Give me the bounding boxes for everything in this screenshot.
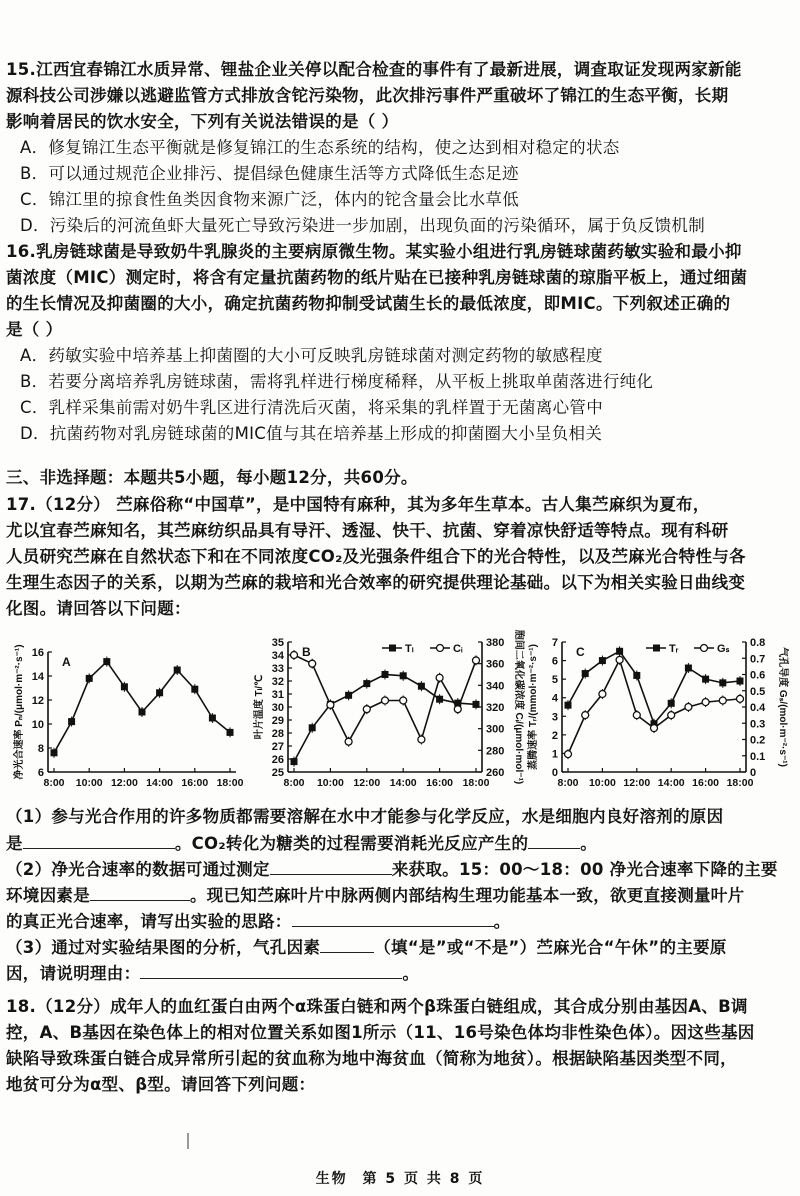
data-point-circle bbox=[582, 712, 589, 719]
y-tick-label-left: 6 bbox=[37, 767, 44, 779]
y-tick-label-left: 34 bbox=[271, 650, 284, 662]
y-tick-label-left: 1 bbox=[551, 748, 558, 761]
data-point-square bbox=[139, 709, 146, 716]
y-tick-label-right: 260 bbox=[486, 767, 505, 779]
q17-part2-line-1 bbox=[6, 858, 788, 881]
data-point-square bbox=[191, 686, 198, 693]
y-tick-label-left: 26 bbox=[271, 754, 284, 766]
data-point-circle bbox=[668, 712, 675, 719]
y-tick-label-left: 29 bbox=[271, 715, 284, 727]
x-tick-label: 16:00 bbox=[181, 777, 209, 789]
legend-label: Gₛ bbox=[717, 643, 730, 655]
x-tick-label: 18:00 bbox=[216, 777, 244, 789]
q17-stem-line-4: 生理生态因子的关系，以期为苎麻的栽培和光合效率的研究提供理论基础。以下为相关实验日曲线变 bbox=[6, 573, 746, 592]
data-point-circle bbox=[616, 656, 623, 663]
data-point-circle bbox=[291, 652, 298, 659]
q17-part1-text: 。 bbox=[580, 834, 598, 853]
data-point-square bbox=[174, 667, 181, 674]
y-tick-label-right: 0.3 bbox=[750, 718, 766, 731]
data-point-circle bbox=[436, 674, 443, 681]
y-axis-label-left: 净光合速率 Pₙ/(μmol·m⁻²·s⁻¹) bbox=[14, 644, 25, 780]
x-tick-label: 10:00 bbox=[316, 777, 344, 789]
legend-label: Tᵣ bbox=[669, 643, 679, 655]
data-point-circle bbox=[363, 706, 370, 713]
data-point-square bbox=[68, 718, 75, 725]
q17-stem-line-2: 尤以宜春苎麻知名，其苎麻纺织品具有导汗、透湿、快干、抗菌、穿着凉快舒适等特点。现有科研 bbox=[6, 521, 729, 540]
data-point-square bbox=[309, 724, 316, 731]
y-tick-label-left: 14 bbox=[31, 671, 44, 683]
y-tick-label-left: 30 bbox=[271, 702, 284, 714]
data-point-square bbox=[209, 715, 216, 722]
data-point-square bbox=[737, 678, 744, 685]
q17-part2-text: 。现已知苎麻叶片中脉两侧内部结构生理功能基本一致，欲更直接测量叶片 bbox=[190, 886, 745, 905]
y-tick-label-right: 280 bbox=[486, 745, 505, 758]
data-point-square bbox=[400, 672, 407, 679]
x-tick-label: 8:00 bbox=[43, 777, 65, 789]
data-point-square bbox=[156, 689, 163, 696]
q17-part3-line-2 bbox=[6, 962, 788, 985]
data-point-circle bbox=[327, 701, 334, 708]
data-point-circle bbox=[685, 704, 692, 711]
q16-option-d: D．抗菌药物对乳房链球菌的MIC值与其在培养基上形成的抑菌圈大小呈负相关 bbox=[20, 424, 603, 443]
data-point-square bbox=[633, 672, 640, 679]
answer-blank-1[interactable] bbox=[23, 832, 175, 849]
y-tick-label-right: 0.7 bbox=[750, 653, 766, 666]
y-tick-label-right: 0.6 bbox=[750, 669, 766, 682]
q17-part2-text: （2）净光合速率的数据可通过测定 bbox=[6, 860, 270, 879]
data-point-circle bbox=[633, 712, 640, 719]
chart-c-svg bbox=[528, 628, 796, 798]
data-point-circle bbox=[702, 699, 709, 706]
y-tick-label-right: 380 bbox=[486, 637, 505, 649]
y-tick-label-right: 320 bbox=[486, 702, 505, 714]
q17-stem-line-5: 化图。请回答以下问题： bbox=[6, 599, 191, 618]
y-tick-label-left: 8 bbox=[37, 743, 44, 755]
legend-marker-circle bbox=[437, 645, 444, 652]
x-tick-label: 18:00 bbox=[462, 777, 490, 789]
x-tick-label: 10:00 bbox=[588, 777, 616, 789]
legend-marker-square bbox=[653, 645, 660, 652]
x-tick-label: 10:00 bbox=[75, 777, 103, 789]
x-tick-label: 14:00 bbox=[146, 777, 174, 789]
q17-part2-text: 。 bbox=[493, 912, 511, 931]
q16-stem-line-2: 菌浓度（MIC）测定时，将含有定量抗菌药物的纸片贴在已接种乳房链球菌的琼脂平板上，通过细菌 bbox=[6, 268, 748, 287]
data-point-circle bbox=[599, 691, 606, 698]
data-point-square bbox=[227, 729, 234, 736]
q17-part3-text: （3）通过对实验结果图的分析，气孔因素 bbox=[6, 938, 321, 957]
data-point-circle bbox=[737, 695, 744, 702]
chart-c bbox=[528, 628, 796, 798]
data-point-square bbox=[616, 648, 623, 655]
data-point-square bbox=[565, 702, 572, 709]
q18-stem-line-3: 缺陷导致珠蛋白链合成异常所引起的贫血称为地中海贫血（简称为地贫）。根据缺陷基因类型不同， bbox=[6, 1049, 737, 1068]
y-axis-label-right: 胞间二氧化碳浓度 Cᵢ/(μmol·mol⁻¹) bbox=[513, 629, 524, 785]
q17-part3-text: 。 bbox=[402, 964, 420, 983]
q15-stem-line-1: 15.江西宜春锦江水质异常、锂盐企业关停以配合检查的事件有了最新进展，调查取证发现两家新能 bbox=[6, 60, 742, 79]
footer-subject: 生物 bbox=[315, 1171, 348, 1187]
data-point-circle bbox=[345, 738, 352, 745]
legend-marker-square bbox=[389, 645, 396, 652]
y-tick-label-left: 25 bbox=[271, 767, 284, 779]
q16-stem-line-4: 是（ ） bbox=[6, 320, 63, 339]
chart-a bbox=[4, 628, 252, 798]
data-point-square bbox=[363, 680, 370, 687]
footer-page-number: 第 5 页 共 8 页 bbox=[362, 1171, 485, 1187]
scan-mark bbox=[187, 1133, 189, 1149]
q17-part1-text: 是 bbox=[6, 834, 23, 853]
x-tick-label: 18:00 bbox=[726, 777, 754, 789]
x-tick-label: 8:00 bbox=[557, 777, 579, 789]
page-footer bbox=[0, 1168, 800, 1188]
y-tick-label-left: 35 bbox=[271, 637, 284, 649]
q17-part3-text: 因，请说明理由： bbox=[6, 964, 141, 983]
q17-part2-line-2 bbox=[6, 884, 788, 907]
x-tick-label: 14:00 bbox=[389, 777, 417, 789]
y-tick-label-right: 360 bbox=[486, 658, 505, 671]
y-tick-label-left: 4 bbox=[551, 692, 558, 705]
y-axis-label-left: 叶片温度 Tₗ/℃ bbox=[254, 674, 265, 740]
legend-label: Cᵢ bbox=[453, 643, 463, 655]
y-tick-label-right: 300 bbox=[486, 723, 505, 736]
y-tick-label-left: 2 bbox=[551, 729, 558, 742]
data-point-circle bbox=[400, 697, 407, 704]
data-point-circle bbox=[382, 697, 389, 704]
series-line bbox=[294, 675, 476, 762]
q15-stem-line-2: 源科技公司涉嫌以逃避监管方式排放含铊污染物，此次排污事件严重破坏了锦江的生态平衡，长期 bbox=[6, 86, 729, 105]
q17-stem-line-1: 17.（12分） 苎麻俗称“中国草”，是中国特有麻种，其为多年生草本。古人集苎麻织为夏布， bbox=[6, 495, 710, 514]
series-line bbox=[568, 660, 740, 754]
x-tick-label: 8:00 bbox=[283, 777, 305, 789]
q17-part1-text: 。CO₂转化为糖类的过程需要消耗光反应产生的 bbox=[174, 834, 529, 853]
q18-stem-line-2: 控，A、B基因在染色体上的相对位置关系如图1所示（11、16号染色体均非性染色体）。因这些基因 bbox=[6, 1023, 755, 1042]
answer-blank-7[interactable] bbox=[140, 962, 402, 979]
y-tick-label-right: 0.4 bbox=[750, 702, 766, 714]
chart-b-svg bbox=[254, 628, 530, 798]
x-tick-label: 12:00 bbox=[353, 777, 381, 789]
q16-stem-line-3: 的生长情况及抑菌圈的大小，确定抗菌药物抑制受试菌生长的最低浓度，即MIC。下列叙述正确的 bbox=[6, 294, 731, 313]
q17-part2-text: 来获取。15：00～18：00 净光合速率下降的主要 bbox=[391, 860, 778, 879]
answer-blank-2[interactable] bbox=[528, 832, 580, 849]
answer-blank-3[interactable] bbox=[270, 858, 392, 875]
answer-blank-4[interactable] bbox=[90, 884, 190, 901]
x-tick-label: 12:00 bbox=[623, 777, 651, 789]
y-tick-label-left: 7 bbox=[551, 637, 558, 649]
data-point-circle bbox=[651, 725, 658, 732]
data-point-circle bbox=[454, 706, 461, 713]
data-point-circle bbox=[719, 697, 726, 704]
y-tick-label-left: 12 bbox=[31, 695, 44, 707]
q17-part2-line-3 bbox=[6, 910, 788, 933]
q15-option-a: A．修复锦江生态平衡就是修复锦江的生态系统的结构，使之达到相对稳定的状态 bbox=[20, 138, 620, 157]
data-point-square bbox=[345, 692, 352, 699]
q15-option-c: C．锦江里的掠食性鱼类因食物来源广泛，体内的铊含量会比水草低 bbox=[20, 190, 520, 209]
data-point-circle bbox=[309, 660, 316, 667]
x-tick-label: 16:00 bbox=[692, 777, 720, 789]
x-tick-label: 16:00 bbox=[426, 777, 454, 789]
answer-blank-6[interactable] bbox=[320, 936, 374, 953]
y-tick-label-right: 0.8 bbox=[750, 637, 766, 649]
x-tick-label: 12:00 bbox=[110, 777, 138, 789]
data-point-square bbox=[103, 658, 110, 665]
q15-option-b: B．可以通过规范企业排污、提倡绿色健康生活等方式降低生态足迹 bbox=[20, 164, 519, 183]
q17-part3-line-1 bbox=[6, 936, 788, 959]
data-point-circle bbox=[418, 736, 425, 743]
data-point-square bbox=[473, 701, 480, 708]
y-tick-label-left: 10 bbox=[31, 719, 44, 731]
data-point-square bbox=[668, 700, 675, 707]
q15-option-d: D．污染后的河流鱼虾大量死亡导致污染进一步加剧，出现负面的污染循环，属于负反馈机制 bbox=[20, 216, 706, 235]
data-point-square bbox=[121, 683, 128, 690]
section-heading: 三、非选择题：本题共5小题，每小题12分，共60分。 bbox=[6, 468, 418, 487]
y-tick-label-left: 3 bbox=[551, 711, 558, 724]
q17-part2-text: 的真正光合速率，请写出实验的思路： bbox=[6, 912, 292, 931]
q16-stem-line-1: 16.乳房链球菌是导致奶牛乳腺炎的主要病原微生物。某实验小组进行乳房链球菌药敏实验和最小抑 bbox=[6, 242, 742, 261]
y-tick-label-left: 27 bbox=[271, 741, 284, 753]
y-axis-label-right: 气孔导度 Gₛ/(mol·m⁻²·s⁻¹) bbox=[777, 647, 788, 767]
y-tick-label-left: 0 bbox=[551, 767, 558, 779]
q17-part1-line-2 bbox=[6, 832, 788, 855]
y-tick-label-right: 0.2 bbox=[750, 734, 766, 747]
data-point-circle bbox=[565, 751, 572, 758]
y-tick-label-left: 6 bbox=[551, 655, 558, 668]
y-tick-label-right: 340 bbox=[486, 680, 505, 693]
chart-b bbox=[254, 628, 530, 798]
data-point-square bbox=[582, 670, 589, 677]
y-tick-label-left: 31 bbox=[271, 689, 284, 701]
answer-blank-5[interactable] bbox=[292, 910, 494, 927]
chart-a-svg bbox=[4, 628, 252, 798]
series-line bbox=[568, 651, 740, 723]
data-point-square bbox=[719, 679, 726, 686]
x-tick-label: 14:00 bbox=[657, 777, 685, 789]
q17-stem-line-3: 人员研究苎麻在自然状态下和在不同浓度CO₂及光强条件组合下的光合特性，以及苎麻光合特性与各 bbox=[6, 547, 746, 566]
data-point-square bbox=[382, 671, 389, 678]
y-tick-label-right: 0.5 bbox=[750, 685, 766, 698]
data-point-square bbox=[685, 665, 692, 672]
y-axis-label-left: 蒸腾速率 Tᵣ/(mmol·m⁻²·s⁻¹) bbox=[528, 644, 539, 770]
data-point-square bbox=[86, 675, 93, 682]
data-point-square bbox=[291, 758, 298, 765]
legend-marker-circle bbox=[701, 645, 708, 652]
data-point-square bbox=[418, 683, 425, 690]
panel-label: B bbox=[302, 645, 311, 659]
y-tick-label-left: 28 bbox=[271, 728, 284, 740]
data-point-square bbox=[436, 696, 443, 703]
data-point-square bbox=[599, 657, 606, 664]
q18-stem-line-1: 18.（12分）成年人的血红蛋白由两个α珠蛋白链和两个β珠蛋白链组成，其合成分别由基因A、B调 bbox=[6, 997, 748, 1016]
data-point-circle bbox=[473, 657, 480, 664]
y-tick-label-left: 5 bbox=[551, 674, 558, 687]
y-tick-label-left: 16 bbox=[31, 647, 44, 659]
y-tick-label-right: 0 bbox=[750, 767, 757, 779]
q17-part2-text: 环境因素是 bbox=[6, 886, 90, 905]
q15-stem-line-3: 影响着居民的饮水安全，下列有关说法错误的是（ ） bbox=[6, 112, 399, 131]
panel-label: A bbox=[62, 655, 71, 669]
q17-part3-text: （填“是”或“不是”）苎麻光合“午休”的主要原 bbox=[374, 938, 727, 957]
q16-option-a: A．药敏实验中培养基上抑菌圈的大小可反映乳房链球菌对测定药物的敏感程度 bbox=[20, 346, 603, 365]
data-point-square bbox=[51, 749, 58, 756]
q18-stem-line-4: 地贫可分为α型、β型。请回答下列问题： bbox=[6, 1075, 316, 1094]
y-tick-label-left: 33 bbox=[271, 663, 284, 675]
y-tick-label-left: 32 bbox=[271, 676, 284, 688]
q16-option-b: B．若要分离培养乳房链球菌，需将乳样进行梯度稀释，从平板上挑取单菌落进行纯化 bbox=[20, 372, 654, 391]
legend-label: Tₗ bbox=[405, 643, 414, 655]
q17-part1-line-1: （1）参与光合作用的许多物质都需要溶解在水中才能参与化学反应，水是细胞内良好溶剂的原因 bbox=[6, 807, 724, 826]
panel-label: C bbox=[576, 645, 585, 659]
q16-option-c: C．乳样采集前需对奶牛乳区进行清洗后灭菌，将采集的乳样置于无菌离心管中 bbox=[20, 398, 604, 417]
y-tick-label-right: 0.1 bbox=[750, 750, 766, 763]
data-point-square bbox=[702, 676, 709, 683]
